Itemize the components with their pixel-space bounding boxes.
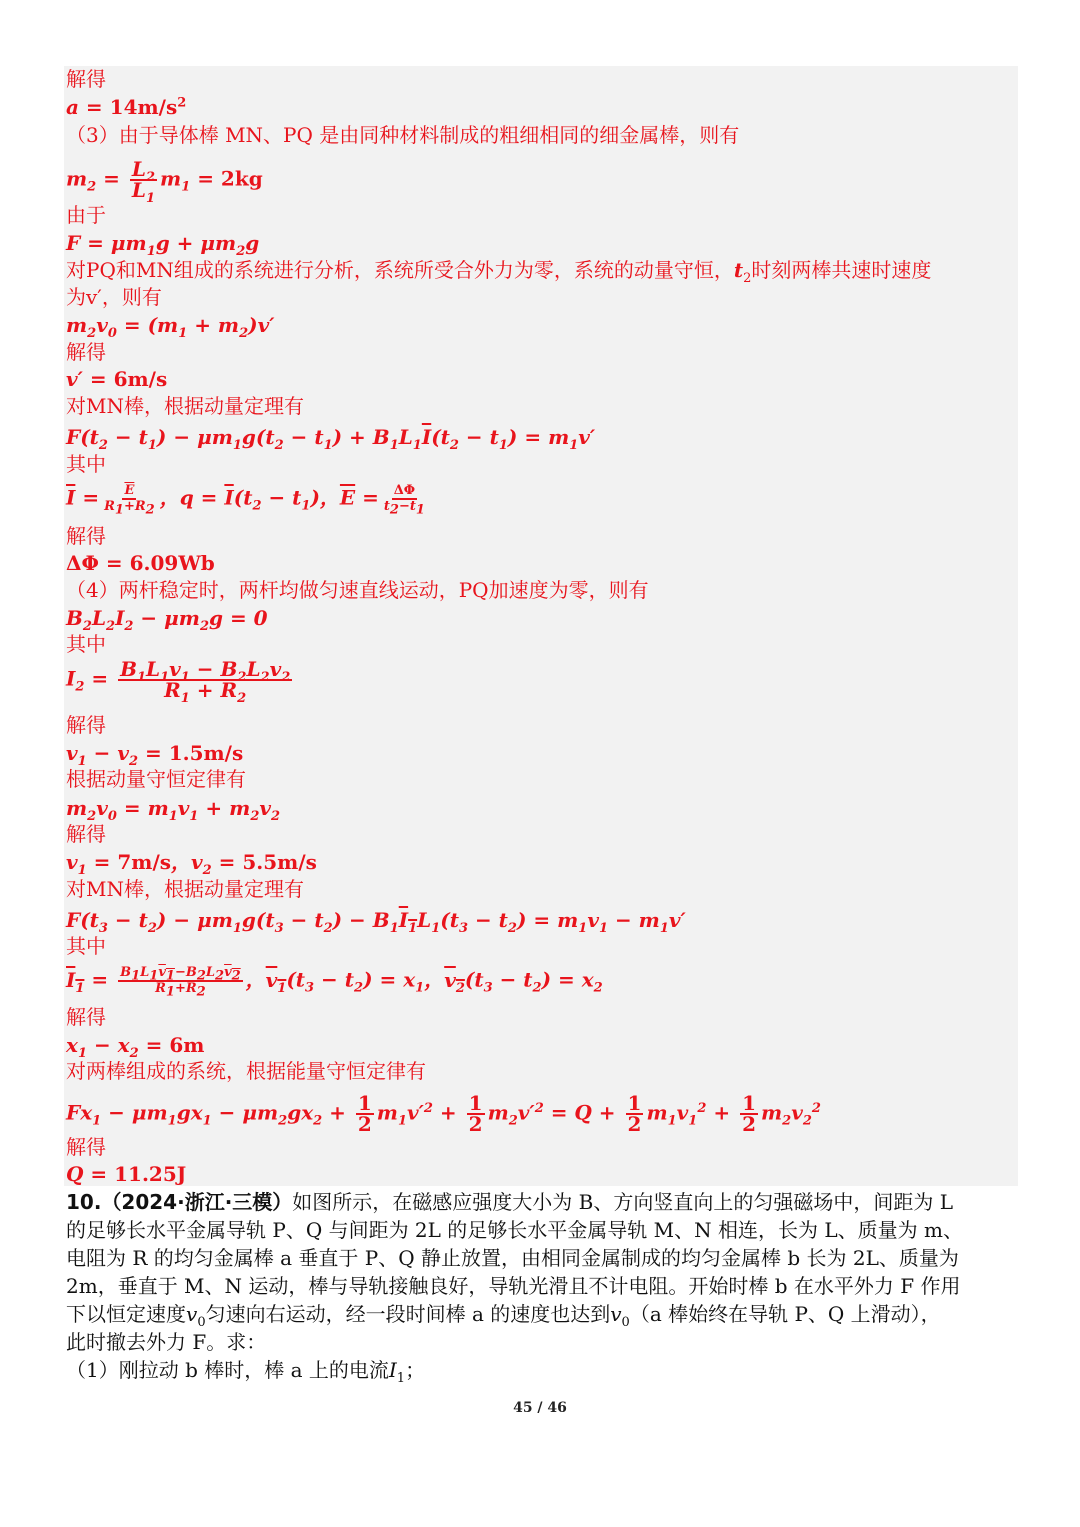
text-system-analysis: 对PQ和MN组成的系统进行分析，系统所受合外力为零，系统的动量守恒，$t_2$时刻两棒共速时速度	[66, 258, 932, 286]
text-qizhong-1: 其中	[66, 452, 106, 476]
eq-momentum-2: $m_2v_0 = m_1v_1 + m_2v_2$	[66, 796, 281, 824]
eq-force-balance: $F = \mu m_1g + \mu m_2g$	[66, 231, 260, 259]
page-number: 45 / 46	[513, 1400, 567, 1416]
text-jiede-1: 解得	[66, 67, 106, 91]
eq-heat-result: Q = 11.25J	[66, 1162, 187, 1186]
problem-10-line-1: 10.（2024·浙江·三模）如图所示，在磁感应强度大小为 B、方向竖直向上的匀强磁场中，间距为 L	[66, 1190, 953, 1214]
text-mn-impulse-1: 对MN棒，根据动量定理有	[66, 394, 304, 418]
eq-velocities: $v_1 = 7m/s$，$v_2 = 5.5m/s$	[66, 850, 317, 878]
eq-energy-conservation: $Fx_1 - \mu m_1gx_1 - \mu m_2gx_2$ + $\frac{1}{2}$ $m_1v'^2$ + $\frac{1}{2}$ $m_2v'^2 = Q$ + $\frac{1}{2}$ $m_1v_1^2$ + $\frac{1}{2}$ $m_2v_2^2$	[66, 1091, 821, 1136]
eq-velocity-diff: $v_1 - v_2 = 1.5m/s$	[66, 741, 244, 769]
text-energy-law: 对两棒组成的系统，根据能量守恒定律有	[66, 1059, 426, 1083]
eq-steady-state: $B_2L_2I_2 - \mu m_2g = 0$	[66, 606, 268, 634]
text-step3: （3）由于导体棒 MN、PQ 是由同种材料制成的粗细相同的细金属棒，则有	[66, 123, 740, 147]
eq-flux-result: ΔΦ = 6.09Wb	[66, 551, 215, 575]
text-system-analysis-cont: 为v′，则有	[66, 285, 162, 309]
eq-avg-current-2: $I_1$ = $\frac{B_1L_1v_1-B_2L_2v_2}{R_1+R_2}$ ，$v_1(t_3 - t_2) = x_1$，$v_2(t_3 - t_2) = x_2$	[66, 965, 603, 1000]
eq-impulse-2: $F(t_3 - t_2) - \mu m_1g(t_3 - t_2) - B_1I_1L_1(t_3 - t_2) = m_1v_1 - m_1v'$	[66, 908, 686, 936]
problem-10-line-3: 电阻为 R 的均匀金属棒 a 垂直于 P、Q 静止放置，由相同金属制成的均匀金属棒 b 长为 2L、质量为	[66, 1246, 959, 1270]
eq-momentum-1: $m_2v_0 = (m_1 + m_2)v'$	[66, 313, 275, 341]
text-jiede-3: 解得	[66, 524, 106, 548]
problem-10-line-5: 下以恒定速度$v_0$匀速向右运动，经一段时间棒 a 的速度也达到$v_0(a$ 棒始终在导轨 P、Q 上滑动），	[66, 1302, 941, 1330]
eq-common-velocity: v′ = 6m/s	[66, 367, 168, 391]
text-step4: （4）两杆稳定时，两杆均做匀速直线运动，PQ加速度为零，则有	[66, 578, 649, 602]
eq-avg-current: $\overline{I}$ = $\frac{\overline{E}}{R_1+R_2}$ ，$q = \overline{I}(t_2 - t_1)$，$\overline{E}$ = $\frac{\Delta\Phi}{t_2-t_1}$	[66, 483, 425, 518]
text-momentum-law: 根据动量守恒定律有	[66, 767, 246, 791]
text-jiede-2: 解得	[66, 340, 106, 364]
eq-current-I2: $I_2$ = $\frac{B_1L_1v_1 - B_2L_2v_2}{R_1 + R_2}$	[66, 657, 291, 706]
eq-impulse-1: $F(t_2 - t_1) - \mu m_1g(t_2 - t_1) + B_1L_1\overline{I}(t_2 - t_1) = m_1v'$	[66, 425, 596, 453]
text-jiede-6: 解得	[66, 1005, 106, 1029]
problem-10-line-2: 的足够长水平金属导轨 P、Q 与间距为 2L 的足够长水平金属导轨 M、N 相连，长为 L、质量为 m、	[66, 1218, 963, 1242]
problem-10-question-1: （1）刚拉动 b 棒时，棒 a 上的电流$I_1$；	[66, 1358, 426, 1386]
text-jiede-5: 解得	[66, 822, 106, 846]
text-mn-impulse-2: 对MN棒，根据动量定理有	[66, 877, 304, 901]
text-qizhong-2: 其中	[66, 632, 106, 656]
problem-10-line-4: 2m，垂直于 M、N 运动，棒与导轨接触良好，导轨光滑且不计电阻。开始时棒 b 在水平外力 F 作用	[66, 1274, 961, 1298]
problem-10-line-6: 此时撤去外力 F。求：	[66, 1330, 267, 1354]
text-qizhong-3: 其中	[66, 934, 106, 958]
text-jiede-4: 解得	[66, 713, 106, 737]
text-youyu: 由于	[66, 203, 106, 227]
text-jiede-7: 解得	[66, 1135, 106, 1159]
eq-accel-result: $a = 14m/s^2$	[66, 95, 187, 119]
eq-displacement-diff: $x_1 - x_2 = 6m$	[66, 1033, 205, 1061]
eq-mass-ratio: $m_2$ = $\frac{L_2}{L_1}$ $m_1 = 2kg$	[66, 157, 263, 206]
